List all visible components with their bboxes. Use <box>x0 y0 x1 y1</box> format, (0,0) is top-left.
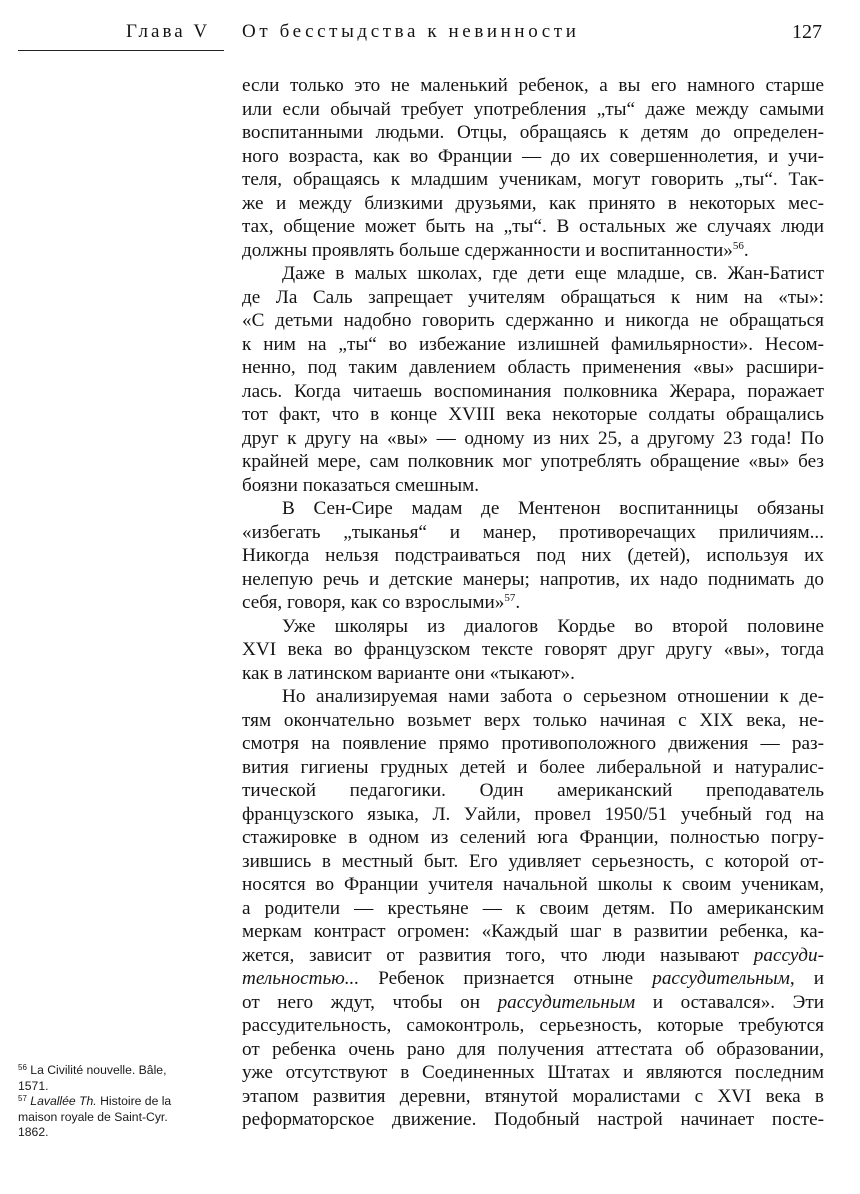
text-run: ненно, под таким давлением область применения «вы» расшири- <box>242 357 824 378</box>
running-header <box>126 21 822 47</box>
text-line <box>242 591 824 615</box>
text-line <box>242 262 824 286</box>
footnote-number: 57 <box>18 1094 27 1104</box>
footnote-line <box>18 1125 218 1141</box>
text-line <box>242 380 824 404</box>
text-run: тельностью... <box>242 968 360 989</box>
text-run: теля, обращаясь к младшим ученикам, могут говорить „ты“. Так- <box>242 169 824 190</box>
text-run: . <box>515 592 521 613</box>
text-run: ного возраста, как во Франции — до их совершеннолетия, и учи- <box>242 145 824 167</box>
text-line <box>242 192 824 216</box>
text-run: к ним на „ты“ во избежание излишней фамильярности». Несом- <box>242 333 824 355</box>
text-line <box>242 944 824 968</box>
text-line <box>242 732 824 756</box>
text-run: воспитанными людьми. Отцы, обращаясь к детям до определен- <box>242 122 824 143</box>
text-line <box>242 286 824 310</box>
text-run: носятся во Франции учителя начальной школы к своим ученикам, <box>242 874 824 895</box>
text-line <box>242 145 824 169</box>
text-line <box>242 638 824 662</box>
text-line <box>242 920 824 944</box>
footnote-ref: 56 <box>732 239 744 252</box>
text-line <box>242 568 824 592</box>
footnote <box>18 1063 218 1094</box>
text-run: французского языка, Л. Уайли, провел 1950/51 учебный год на <box>242 803 824 825</box>
text-run: де Ла Саль запрещает учителям обращаться к ним на «ты»: <box>242 286 824 308</box>
chapter-label: Глава V <box>126 21 211 42</box>
footnote-text: maison royale de Saint-Cyr. <box>18 1109 168 1124</box>
text-run: и оставался». Эти <box>635 991 824 1013</box>
text-line <box>242 333 824 357</box>
text-run: тах, общение может быть на „ты“. В остальных же случаях люди <box>242 216 824 237</box>
text-line <box>242 826 824 850</box>
text-line <box>242 121 824 145</box>
text-line <box>242 709 824 733</box>
text-run: «избегать „тыканья“ и манер, противоречащих приличиям... <box>242 521 824 543</box>
text-run: . <box>743 239 749 261</box>
text-line <box>242 850 824 874</box>
text-run: друг к другу на «вы» — одному из них 25, а другому 23 года! По <box>242 427 824 449</box>
text-line <box>242 967 824 991</box>
text-run: Никогда нельзя подстраиваться под них (детей), используя их <box>242 545 824 566</box>
footnote-text: Lavallée Th. <box>30 1094 97 1109</box>
text-run: от ребенка очень рано для получения аттестата об образовании, <box>242 1038 824 1060</box>
text-run: тот факт, что в конце XVIII века некоторые солдаты обращались <box>242 404 824 425</box>
text-run: Ребенок признается отныне <box>359 968 653 989</box>
footnote-text: Histoire de la <box>96 1094 172 1109</box>
text-line <box>242 74 824 98</box>
text-line <box>242 1108 824 1132</box>
text-line <box>242 779 824 803</box>
footnote-line <box>18 1094 218 1110</box>
text-run: рассудительным <box>497 991 636 1013</box>
text-run: нелепую речь и детские манеры; напротив, их надо поднимать до <box>242 568 824 590</box>
text-line <box>242 427 824 451</box>
text-line <box>242 1014 824 1038</box>
text-line <box>242 662 824 686</box>
text-run: лась. Когда читаешь воспоминания полковника Жерара, поражает <box>242 380 824 402</box>
text-line <box>242 450 824 474</box>
text-line <box>242 168 824 192</box>
footnote-text: La Civilité nouvelle. Bâle, <box>26 1063 167 1077</box>
text-run: а родители — крестьяне — к своим детям. По американским <box>242 897 824 919</box>
text-run: В Сен-Сире мадам де Ментенон воспитанницы обязаны <box>282 498 824 519</box>
text-line <box>242 991 824 1015</box>
text-line <box>242 521 824 545</box>
header-rule <box>18 50 224 51</box>
text-run: рассудительность, самоконтроль, серьезность, которые требуются <box>242 1015 824 1036</box>
footnote-number: 56 <box>18 1063 27 1072</box>
footnote-text: 1571. <box>18 1078 49 1093</box>
text-line <box>242 756 824 780</box>
text-run: уже отсутствуют в Соединенных Штатах и являются последним <box>242 1062 824 1083</box>
text-line <box>242 98 824 122</box>
text-run: от него ждут, чтобы он <box>242 991 498 1013</box>
chapter-title: От бесстыдства к невинности <box>242 21 580 42</box>
text-run: боязни показаться смешным. <box>242 474 480 496</box>
footnote-ref: 57 <box>504 592 516 604</box>
text-run: рассудительным <box>652 968 790 989</box>
footnote-line <box>18 1063 218 1079</box>
text-run: должны проявлять больше сдержанности и воспитанности» <box>242 239 733 261</box>
text-line <box>242 497 824 521</box>
text-run: тической педагогики. Один американский преподаватель <box>242 780 824 801</box>
text-run: Но анализируемая нами забота о серьезном отношении к де- <box>282 686 824 707</box>
footnote-line <box>18 1079 218 1095</box>
page-number: 127 <box>792 21 822 43</box>
text-run: крайней мере, сам полковник мог употреблять обращение «вы» без <box>242 451 824 472</box>
text-run: себя, говоря, как со взрослыми» <box>242 592 505 613</box>
footnote-line <box>18 1110 218 1126</box>
text-line <box>242 873 824 897</box>
text-run: как в латинском варианте они «тыкают». <box>242 662 575 684</box>
footnotes <box>18 1063 218 1141</box>
text-line <box>242 356 824 380</box>
text-run: стажировке в одном из селений юга Франции, полностью погру- <box>242 827 824 848</box>
text-run: жется, зависит от развития того, что люди называют <box>242 944 754 966</box>
text-line <box>242 1085 824 1109</box>
text-run: этапом развития деревни, втянутой моралистами с XVI века в <box>242 1085 824 1107</box>
text-run: , и <box>789 968 824 989</box>
text-run: или если обычай требует употребления „ты“ даже между самыми <box>242 98 824 120</box>
text-run: Уже школяры из диалогов Кордье во второй половине <box>282 615 824 637</box>
text-run: Даже в малых школах, где дети еще младше, св. Жан-Батист <box>282 263 824 284</box>
text-line <box>242 474 824 498</box>
text-run: смотря на появление прямо противоположного движения — раз- <box>242 733 824 754</box>
text-line <box>242 1038 824 1062</box>
text-run: зившись в местный быт. Его удивляет серьезность, с которой от- <box>242 850 824 872</box>
text-run: «С детьми надобно говорить сдержанно и никогда не обращаться <box>242 310 824 331</box>
text-run: тям окончательно возьмет верх только начиная с XIX века, не- <box>242 709 824 731</box>
footnote <box>18 1094 218 1141</box>
text-line <box>242 615 824 639</box>
text-line <box>242 803 824 827</box>
text-run: XVI века во французском тексте говорят друг другу «вы», тогда <box>242 639 824 660</box>
text-run: же и между близкими друзьями, как принято в некоторых мес- <box>242 192 824 214</box>
text-line <box>242 897 824 921</box>
text-line <box>242 239 824 263</box>
text-line <box>242 1061 824 1085</box>
text-line <box>242 215 824 239</box>
text-run: рассуди- <box>753 944 824 966</box>
footnote-text: 1862. <box>18 1125 49 1140</box>
text-line <box>242 309 824 333</box>
main-text <box>242 74 824 1132</box>
text-line <box>242 544 824 568</box>
text-line <box>242 403 824 427</box>
text-line <box>242 685 824 709</box>
text-run: меркам контраст огромен: «Каждый шаг в развитии ребенка, ка- <box>242 921 824 942</box>
text-run: если только это не маленький ребенок, а вы его намного старше <box>242 75 824 96</box>
text-run: реформаторское движение. Подобный настрой начинает посте- <box>242 1109 824 1130</box>
text-run: вития гигиены грудных детей и более либеральной и натуралис- <box>242 756 824 778</box>
